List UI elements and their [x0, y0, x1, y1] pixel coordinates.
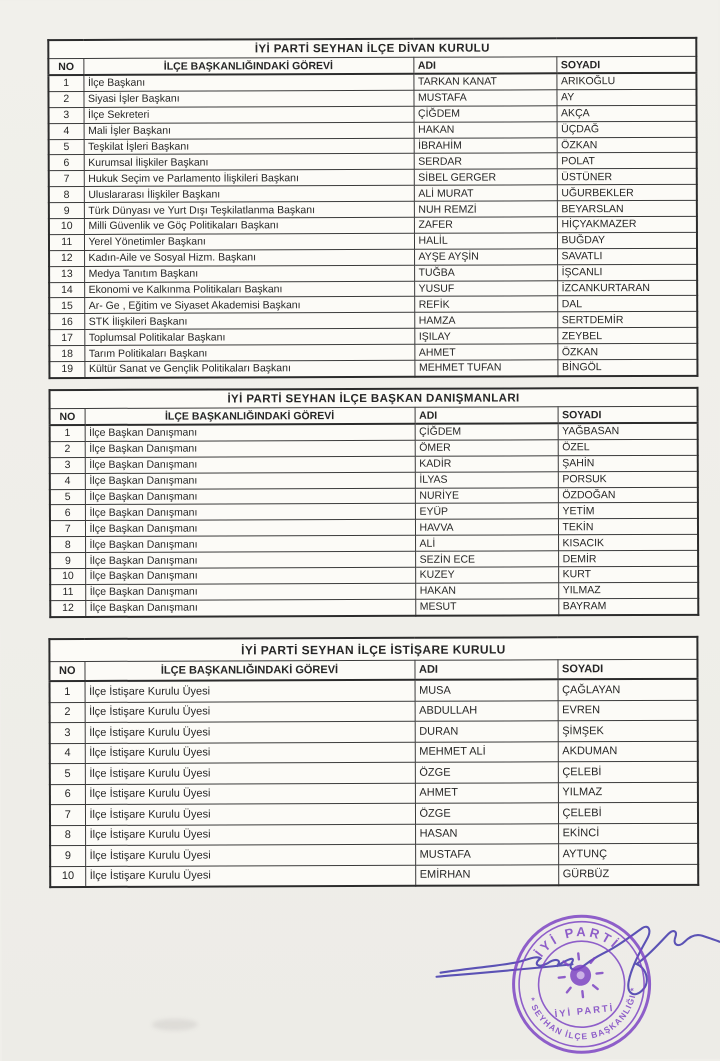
table-title: İYİ PARTİ SEYHAN İLÇE İSTİŞARE KURULU	[49, 637, 697, 662]
cell-soyadi: YAĞBASAN	[558, 423, 698, 440]
cell-soyadi: ARIKOĞLU	[556, 73, 696, 90]
cell-soyadi: TEKİN	[558, 519, 698, 535]
stamp-ring-top-text: İYİ PARTİ	[531, 924, 624, 960]
table-istisare-kurulu	[48, 636, 697, 888]
cell-gorev: İlçe Sekreteri	[84, 106, 414, 123]
cell-soyadi: AKÇA	[557, 105, 697, 121]
cell-adi: TUĞBA	[414, 264, 557, 280]
cell-adi: ÖMER	[415, 440, 558, 456]
cell-gorev: Kültür Sanat ve Gençlik Politikaları Başkanı	[84, 360, 414, 378]
table-row	[50, 843, 698, 866]
cell-adi: ABDULLAH	[415, 700, 558, 721]
cell-gorev: İlçe İstişare Kurulu Üyesi	[85, 721, 415, 743]
cell-no: 10	[50, 866, 85, 887]
cell-soyadi: GÜRBÜZ	[558, 864, 698, 885]
cell-adi: AHMET	[415, 782, 558, 803]
cell-adi: MEHMET ALİ	[415, 741, 558, 762]
cell-soyadi: ŞİMŞEK	[558, 720, 698, 741]
cell-soyadi: ÇELEBİ	[558, 802, 698, 823]
table-row	[50, 720, 698, 743]
cell-adi: DURAN	[415, 721, 558, 742]
cell-adi: TARKAN KANAT	[413, 73, 556, 90]
column-header-gorev: İLÇE BAŞKANLIĞINDAKİ GÖREVİ	[83, 57, 413, 75]
cell-adi: REFİK	[414, 296, 557, 312]
column-header-soyadi: SOYADI	[556, 56, 696, 73]
cell-adi: SİBEL GERGER	[414, 169, 557, 185]
cell-soyadi: İZCANKURTARAN	[557, 280, 697, 296]
cell-gorev: Tarım Politikaları Başkanı	[84, 344, 414, 361]
cell-soyadi: HİÇYAKMAZER	[557, 216, 697, 232]
cell-soyadi: SAVATLI	[557, 248, 697, 264]
cell-soyadi: BEYARSLAN	[557, 200, 697, 216]
cell-soyadi: KISACIK	[558, 535, 698, 551]
cell-adi: MUSTAFA	[413, 90, 556, 106]
cell-gorev: İlçe Başkan Danışmanı	[85, 567, 415, 584]
cell-no: 9	[49, 203, 84, 219]
cell-adi: SEZİN ECE	[415, 551, 558, 567]
cell-no: 15	[49, 298, 84, 314]
cell-no: 3	[50, 457, 85, 473]
cell-gorev: Medya Tanıtım Başkanı	[84, 265, 414, 282]
cell-gorev: İlçe İstişare Kurulu Üyesi	[85, 803, 415, 825]
cell-no: 4	[50, 473, 85, 489]
cell-no: 2	[50, 441, 85, 457]
cell-gorev: İlçe Başkan Danışmanı	[85, 424, 415, 442]
cell-no: 14	[49, 282, 84, 298]
column-header-soyadi: SOYADI	[557, 659, 697, 679]
cell-gorev: İlçe İstişare Kurulu Üyesi	[85, 824, 415, 846]
cell-adi: SERDAR	[414, 153, 557, 169]
column-header-no: NO	[48, 58, 83, 75]
cell-gorev: Ekonomi ve Kalkınma Politikaları Başkanı	[84, 281, 414, 298]
cell-gorev: Siyasi İşler Başkanı	[83, 90, 413, 107]
cell-no: 9	[50, 845, 85, 866]
cell-no: 11	[49, 234, 84, 250]
table-row	[49, 359, 697, 378]
cell-no: 16	[49, 314, 84, 330]
cell-no: 1	[50, 681, 85, 702]
cell-gorev: Ar- Ge , Eğitim ve Siyaset Akademisi Başkanı	[84, 297, 414, 314]
cell-soyadi: ÖZEL	[558, 439, 698, 455]
table-row	[50, 598, 698, 617]
table-row	[50, 823, 698, 846]
cell-no: 18	[49, 346, 84, 362]
table-row	[50, 782, 698, 805]
cell-no: 1	[50, 425, 85, 442]
cell-gorev: İlçe Başkan Danışmanı	[85, 472, 415, 489]
cell-gorev: Mali İşler Başkanı	[84, 122, 414, 139]
column-header-adi: ADI	[414, 660, 557, 680]
cell-no: 5	[50, 489, 85, 505]
cell-no: 8	[49, 187, 84, 203]
cell-no: 5	[49, 139, 84, 155]
cell-adi: HAKAN	[415, 583, 558, 599]
cell-adi: ZAFER	[414, 217, 557, 233]
cell-soyadi: ÖZKAN	[557, 137, 697, 153]
cell-soyadi: ÇELEBİ	[558, 761, 698, 782]
cell-no: 2	[50, 702, 85, 723]
cell-adi: NUH REMZİ	[414, 201, 557, 217]
cell-soyadi: EKİNCİ	[558, 823, 698, 844]
cell-no: 17	[49, 330, 84, 346]
cell-adi: AYŞE AYŞİN	[414, 249, 557, 265]
cell-soyadi: PORSUK	[558, 471, 698, 487]
header-row	[49, 659, 697, 681]
cell-no: 6	[50, 784, 85, 805]
cell-gorev: STK İlişkileri Başkanı	[84, 313, 414, 330]
cell-gorev: İlçe Başkan Danışmanı	[85, 504, 415, 521]
cell-adi: KUZEY	[415, 567, 558, 583]
cell-gorev: Türk Dünyası ve Yurt Dışı Teşkilatlanma Başkanı	[84, 201, 414, 218]
cell-gorev: İlçe İstişare Kurulu Üyesi	[85, 680, 415, 702]
table-divan-kurulu	[47, 37, 696, 379]
cell-no: 7	[50, 521, 85, 537]
cell-no: 8	[50, 537, 85, 553]
cell-no: 6	[50, 505, 85, 521]
cell-gorev: İlçe İstişare Kurulu Üyesi	[85, 742, 415, 764]
table-row	[50, 679, 698, 702]
column-header-adi: ADI	[415, 407, 558, 424]
cell-adi: IŞILAY	[414, 328, 557, 344]
cell-soyadi: KURT	[558, 566, 698, 582]
cell-soyadi: BAYRAM	[558, 598, 698, 615]
cell-no: 3	[50, 722, 85, 743]
column-header-gorev: İLÇE BAŞKANLIĞINDAKİ GÖREVİ	[85, 407, 415, 425]
cell-adi: MUSA	[415, 679, 558, 700]
cell-adi: İBRAHİM	[414, 137, 557, 153]
cell-adi: HAKAN	[414, 121, 557, 137]
table-title: İYİ PARTİ SEYHAN İLÇE BAŞKAN DANIŞMANLARI	[50, 388, 698, 409]
cell-no: 19	[49, 361, 84, 378]
cell-soyadi: BUĞDAY	[557, 232, 697, 248]
cell-gorev: İlçe İstişare Kurulu Üyesi	[85, 844, 415, 866]
cell-no: 4	[50, 743, 85, 764]
cell-gorev: Kadın-Aile ve Sosyal Hizm. Başkanı	[84, 249, 414, 266]
cell-gorev: Kurumsal İlişkiler Başkanı	[84, 154, 414, 171]
cell-gorev: Hukuk Seçim ve Parlamento İlişkileri Başkanı	[84, 170, 414, 187]
cell-gorev: İlçe Başkan Danışmanı	[85, 536, 415, 553]
scan-smudge	[152, 1019, 198, 1031]
cell-no: 7	[49, 171, 84, 187]
cell-soyadi: UĞURBEKLER	[557, 185, 697, 201]
cell-soyadi: YETİM	[558, 503, 698, 519]
cell-gorev: Toplumsal Politikalar Başkanı	[84, 329, 414, 346]
cell-no: 9	[50, 553, 85, 569]
cell-gorev: İlçe Başkanı	[83, 74, 413, 92]
cell-gorev: Teşkilat İşleri Başkanı	[84, 138, 414, 155]
party-stamp	[506, 909, 657, 1060]
column-header-adi: ADI	[413, 57, 556, 74]
cell-adi: ÖZGE	[415, 762, 558, 783]
cell-soyadi: AY	[556, 89, 696, 105]
cell-no: 4	[49, 123, 84, 139]
table-row	[50, 700, 698, 723]
column-header-no: NO	[50, 408, 85, 425]
cell-soyadi: İŞCANLI	[557, 264, 697, 280]
cell-soyadi: ŞAHİN	[558, 455, 698, 471]
cell-gorev: İlçe Başkan Danışmanı	[85, 551, 415, 568]
table-title: İYİ PARTİ SEYHAN İLÇE DİVAN KURULU	[48, 38, 696, 59]
column-header-gorev: İLÇE BAŞKANLIĞINDAKİ GÖREVİ	[84, 660, 414, 681]
cell-adi: MEHMET TUFAN	[414, 360, 557, 377]
cell-soyadi: EVREN	[558, 700, 698, 721]
cell-soyadi: ÖZKAN	[557, 343, 697, 359]
cell-adi: MESUT	[415, 599, 558, 616]
cell-soyadi: ÇAĞLAYAN	[558, 679, 698, 700]
cell-no: 6	[49, 155, 84, 171]
cell-gorev: İlçe Başkan Danışmanı	[85, 520, 415, 537]
cell-adi: EYÜP	[415, 503, 558, 519]
cell-adi: HAMZA	[414, 312, 557, 328]
cell-gorev: İlçe Başkan Danışmanı	[85, 583, 415, 600]
cell-soyadi: DEMİR	[558, 550, 698, 566]
cell-gorev: İlçe İstişare Kurulu Üyesi	[85, 783, 415, 805]
cell-soyadi: DAL	[557, 296, 697, 312]
cell-soyadi: ÜSTÜNER	[557, 169, 697, 185]
stamp-ring-bottom-text: * SEYHAN İLÇE BAŞKANLIĞI *	[526, 986, 639, 1042]
cell-no: 13	[49, 266, 84, 282]
cell-no: 2	[48, 91, 83, 107]
cell-soyadi: ÜÇDAĞ	[557, 121, 697, 137]
cell-no: 1	[48, 75, 83, 92]
cell-no: 12	[49, 250, 84, 266]
cell-adi: MUSTAFA	[415, 844, 558, 865]
cell-soyadi: SERTDEMİR	[557, 312, 697, 328]
cell-gorev: İlçe Başkan Danışmanı	[85, 456, 415, 473]
cell-no: 7	[50, 804, 85, 825]
cell-gorev: Milli Güvenlik ve Göç Politikaları Başkanı	[84, 217, 414, 234]
cell-no: 12	[50, 600, 85, 617]
stamp-top-text-holder	[529, 919, 624, 961]
cell-soyadi: AKDUMAN	[558, 741, 698, 762]
cell-adi: ÖZGE	[415, 803, 558, 824]
cell-soyadi: ÖZDOĞAN	[558, 487, 698, 503]
cell-adi: AHMET	[414, 344, 557, 360]
table-row	[50, 741, 698, 764]
cell-adi: HALİL	[414, 233, 557, 249]
table-baskan-danismanlari	[49, 387, 698, 618]
cell-no: 5	[50, 763, 85, 784]
cell-adi: ÇİĞDEM	[415, 423, 558, 440]
cell-no: 3	[49, 107, 84, 123]
cell-adi: HAVVA	[415, 519, 558, 535]
table-row	[50, 802, 698, 825]
stamp-center-text: İYİ PARTİ	[554, 1002, 616, 1021]
cell-gorev: İlçe İstişare Kurulu Üyesi	[85, 762, 415, 784]
cell-soyadi: YILMAZ	[558, 582, 698, 598]
cell-gorev: Yerel Yönetimler Başkanı	[84, 233, 414, 250]
cell-gorev: Uluslararası İlişkiler Başkanı	[84, 186, 414, 203]
cell-gorev: İlçe İstişare Kurulu Üyesi	[85, 865, 415, 887]
cell-gorev: İlçe Başkan Danışmanı	[85, 440, 415, 457]
cell-soyadi: ZEYBEL	[557, 328, 697, 344]
cell-gorev: İlçe Başkan Danışmanı	[85, 599, 415, 617]
column-header-soyadi: SOYADI	[558, 406, 698, 423]
cell-soyadi: AYTUNÇ	[558, 843, 698, 864]
cell-adi: EMİRHAN	[415, 864, 558, 885]
cell-adi: NURİYE	[415, 487, 558, 503]
cell-no: 8	[50, 825, 85, 846]
cell-soyadi: POLAT	[557, 153, 697, 169]
cell-adi: HASAN	[415, 823, 558, 844]
cell-no: 10	[49, 218, 84, 234]
sun-logo-icon	[556, 951, 604, 999]
cell-adi: ALİ MURAT	[414, 185, 557, 201]
cell-adi: ÇİĞDEM	[414, 106, 557, 122]
cell-gorev: İlçe İstişare Kurulu Üyesi	[85, 701, 415, 723]
cell-adi: ALİ	[415, 535, 558, 551]
cell-adi: İLYAS	[415, 471, 558, 487]
cell-gorev: İlçe Başkan Danışmanı	[85, 488, 415, 505]
cell-soyadi: BİNGÖL	[557, 359, 697, 376]
column-header-no: NO	[49, 661, 84, 681]
cell-no: 10	[50, 568, 85, 584]
table-row	[50, 761, 698, 784]
cell-no: 11	[50, 584, 85, 600]
cell-adi: KADİR	[415, 456, 558, 472]
cell-soyadi: YILMAZ	[558, 782, 698, 803]
cell-adi: YUSUF	[414, 280, 557, 296]
